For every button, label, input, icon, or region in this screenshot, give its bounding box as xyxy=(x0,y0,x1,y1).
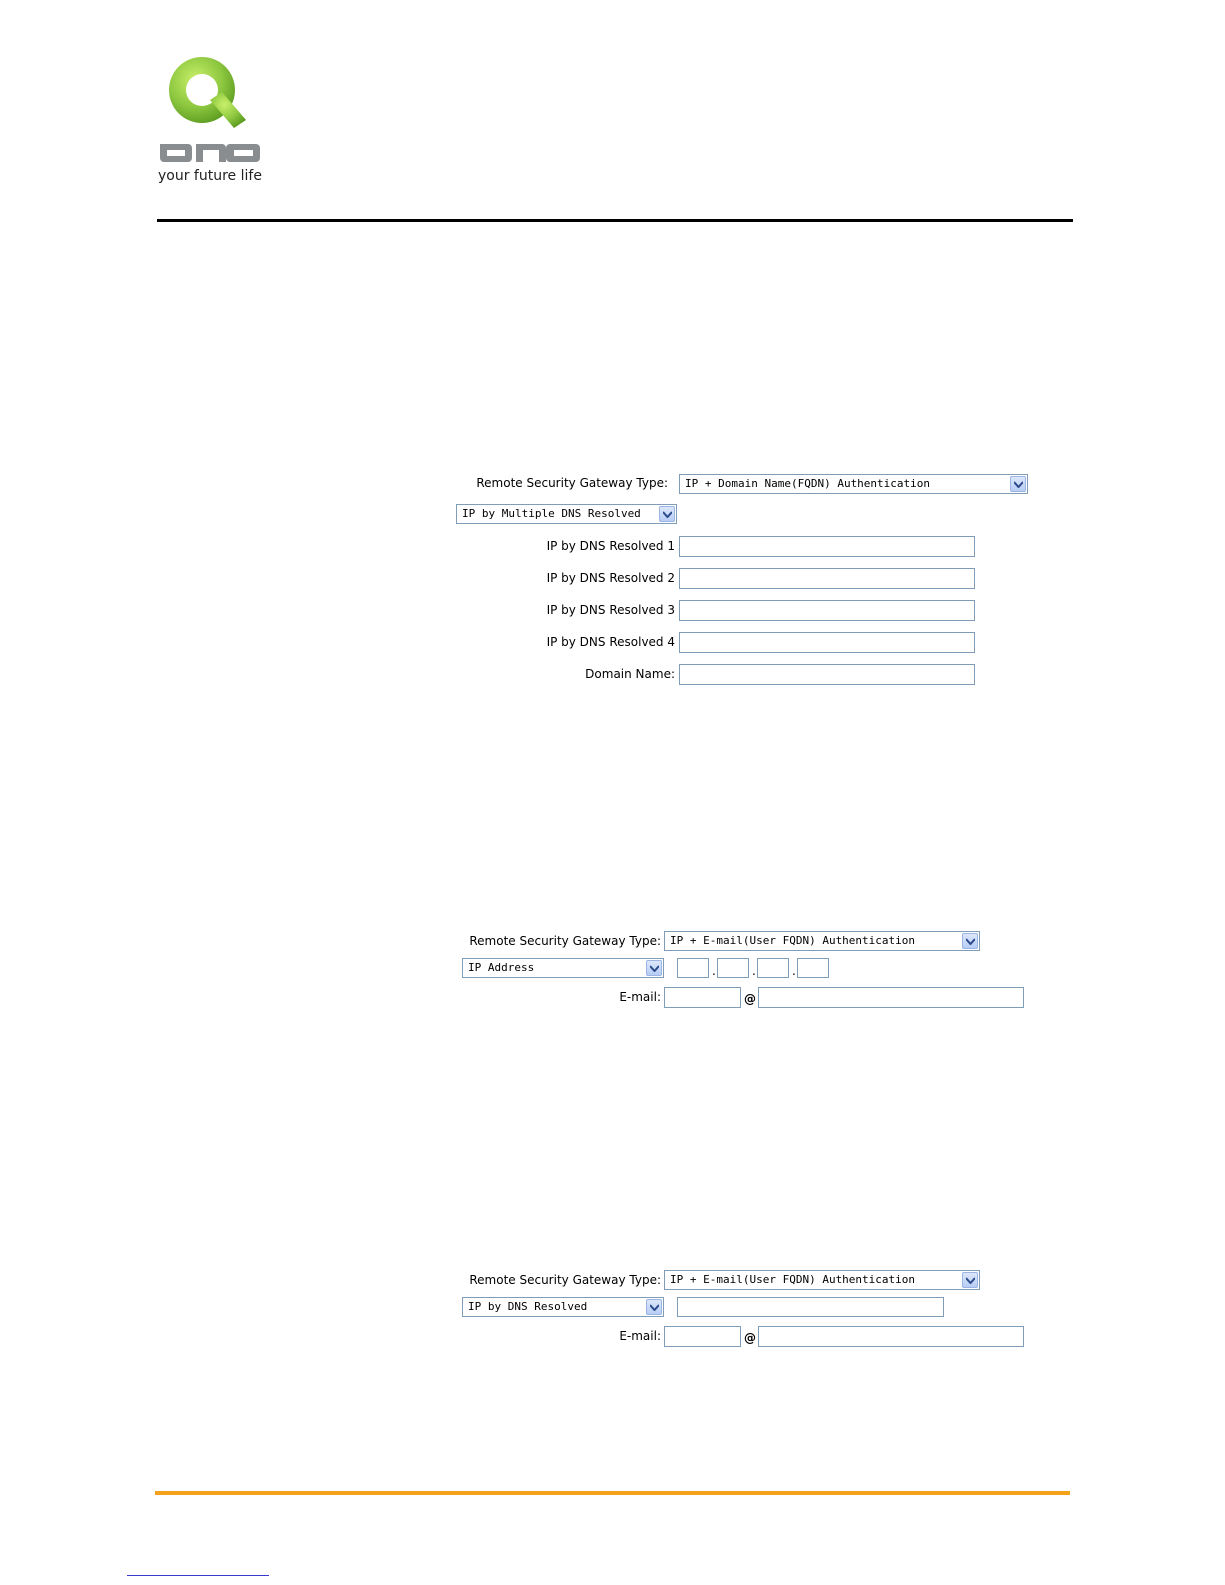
logo-tagline: your future life xyxy=(158,168,262,184)
dns-resolved-3-label: IP by DNS Resolved 3 xyxy=(546,603,675,617)
dns-resolved-1-input[interactable] xyxy=(679,536,975,557)
dns-resolved-2-label: IP by DNS Resolved 2 xyxy=(546,571,675,585)
ip-mode-select[interactable] xyxy=(462,958,664,978)
dns-resolved-3-input[interactable] xyxy=(679,600,975,621)
email-user-input[interactable] xyxy=(664,1326,741,1347)
gateway-type-select[interactable] xyxy=(664,931,980,951)
chevron-down-icon[interactable] xyxy=(1010,476,1026,492)
footer-link-underline xyxy=(127,1575,269,1576)
email-label: E-mail: xyxy=(619,1329,661,1343)
domain-name-label: Domain Name: xyxy=(585,667,675,681)
ip-mode-value: IP by DNS Resolved xyxy=(468,1300,588,1313)
ip-separator: . xyxy=(752,964,756,978)
domain-name-input[interactable] xyxy=(679,664,975,685)
ip-separator: . xyxy=(712,964,716,978)
ip-mode-value: IP by Multiple DNS Resolved xyxy=(462,507,641,520)
gateway-type-value: IP + E-mail(User FQDN) Authentication xyxy=(670,1273,916,1286)
ip-separator: . xyxy=(792,964,796,978)
gateway-type-value: IP + E-mail(User FQDN) Authentication xyxy=(670,934,916,947)
ip-mode-select[interactable] xyxy=(456,504,677,524)
at-sign: @ xyxy=(744,1331,756,1345)
gateway-type-label: Remote Security Gateway Type: xyxy=(469,1273,661,1287)
chevron-down-icon[interactable] xyxy=(646,1299,662,1315)
footer-rule xyxy=(155,1491,1070,1495)
gateway-type-select[interactable] xyxy=(679,474,1028,494)
gateway-type-label: Remote Security Gateway Type: xyxy=(469,934,661,948)
dns-resolved-1-label: IP by DNS Resolved 1 xyxy=(546,539,675,553)
email-domain-input[interactable] xyxy=(758,987,1024,1008)
ip-mode-value: IP Address xyxy=(468,961,535,974)
gateway-type-select[interactable] xyxy=(664,1270,980,1290)
email-user-input[interactable] xyxy=(664,987,741,1008)
email-label: E-mail: xyxy=(619,990,661,1004)
ip-mode-select[interactable] xyxy=(462,1297,664,1317)
dns-resolved-4-input[interactable] xyxy=(679,632,975,653)
chevron-down-icon[interactable] xyxy=(962,933,978,949)
email-domain-input[interactable] xyxy=(758,1326,1024,1347)
qno-logo xyxy=(158,52,268,187)
dns-resolved-4-label: IP by DNS Resolved 4 xyxy=(546,635,675,649)
dns-resolved-2-input[interactable] xyxy=(679,568,975,589)
chevron-down-icon[interactable] xyxy=(962,1272,978,1288)
chevron-down-icon[interactable] xyxy=(659,506,675,522)
gateway-type-value: IP + Domain Name(FQDN) Authentication xyxy=(685,477,931,490)
at-sign: @ xyxy=(744,992,756,1006)
ip-octet-4-input[interactable] xyxy=(797,958,829,978)
header-rule xyxy=(157,219,1073,222)
dns-resolved-input[interactable] xyxy=(677,1297,944,1317)
ip-octet-3-input[interactable] xyxy=(757,958,789,978)
ip-octet-2-input[interactable] xyxy=(717,958,749,978)
qno-logo-mark xyxy=(158,52,268,167)
ip-octet-1-input[interactable] xyxy=(677,958,709,978)
chevron-down-icon[interactable] xyxy=(646,960,662,976)
gateway-type-label: Remote Security Gateway Type: xyxy=(476,476,668,490)
